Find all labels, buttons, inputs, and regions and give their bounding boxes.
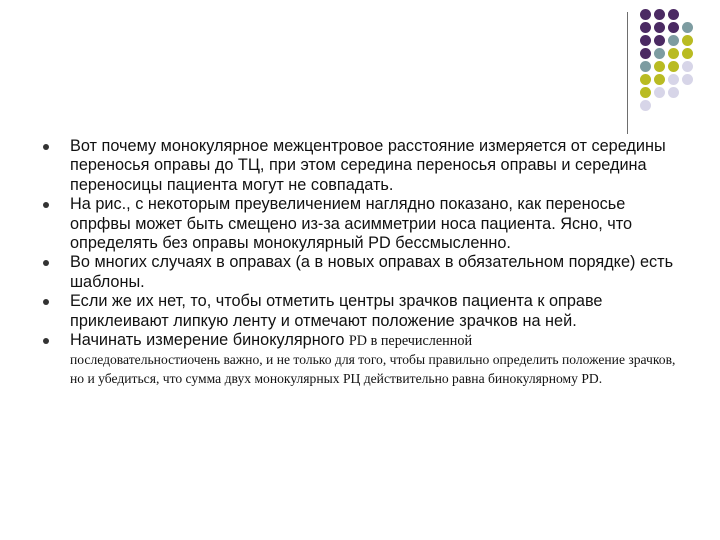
bullet-text: Если же их нет, то, чтобы отметить центры зрачков пациента к оправе приклеивают липкую ленту и отмечают положение зрачков на ней. (70, 292, 603, 330)
decorative-dot (682, 48, 693, 59)
decorative-dot (668, 22, 679, 33)
decorative-dot (682, 22, 693, 33)
bullet-icon (43, 260, 49, 266)
list-item (42, 137, 682, 195)
decorative-dot (682, 74, 693, 85)
decorative-dot (654, 74, 665, 85)
decorative-dot (654, 9, 665, 20)
bullet-text-sans: Начинать измерение бинокулярного (70, 331, 349, 350)
bullet-text (70, 331, 682, 351)
bullet-text: На рис., с некоторым преувеличением наглядно показано, как переносье опрфвы может быть смещено из-за асимметрии носа пациента. Ясно, что определять без оправы монокулярный PD бессмысленно. (70, 195, 633, 253)
list-item (42, 331, 682, 351)
bullet-icon (43, 144, 49, 150)
bullet-text-serif-inline: PD в перечисленной (348, 333, 473, 350)
decorative-dot (640, 100, 651, 111)
bullet-icon (43, 338, 49, 344)
decorative-dot (640, 61, 651, 72)
decorative-dot (668, 48, 679, 59)
divider-line (627, 12, 628, 134)
bullet-icon (43, 202, 49, 208)
decorative-dot (654, 35, 665, 46)
decorative-dot (682, 35, 693, 46)
decorative-dot (640, 48, 651, 59)
bullet-text: Вот почему монокулярное межцентровое расстояние измеряется от середины переносья оправы до ТЦ, при этом середина переносья оправы и середина переносицы пациента могут не совпадать. (70, 137, 666, 194)
decorative-dot (668, 87, 679, 98)
list-item (42, 195, 682, 253)
decorative-dot (668, 9, 679, 20)
list-item (42, 253, 682, 292)
decorative-dot (654, 22, 665, 33)
decorative-dot (640, 22, 651, 33)
decorative-dot (654, 48, 665, 59)
decorative-dot (654, 61, 665, 72)
decorative-dot (668, 35, 679, 46)
decorative-dot-grid (640, 9, 712, 119)
list-item (42, 292, 682, 331)
decorative-dot (640, 74, 651, 85)
decorative-dot (640, 9, 651, 20)
decorative-dot (668, 74, 679, 85)
decorative-dot (640, 35, 651, 46)
decorative-dot (640, 87, 651, 98)
decorative-dot (668, 61, 679, 72)
bullet-icon (43, 299, 49, 305)
bullet-list (42, 137, 682, 389)
decorative-dot (682, 61, 693, 72)
bullet-text-serif-continuation: последовательностиочень важно, и не только для того, чтобы правильно определить положение зрачков, но и убедиться, что сумма двух монокулярных РЦ действительно равна бинокулярному PD. (70, 352, 676, 387)
bullet-text: Во многих случаях в оправах (а в новых оправах в обязательном порядке) есть шаблоны. (70, 253, 674, 291)
decorative-dot (654, 87, 665, 98)
